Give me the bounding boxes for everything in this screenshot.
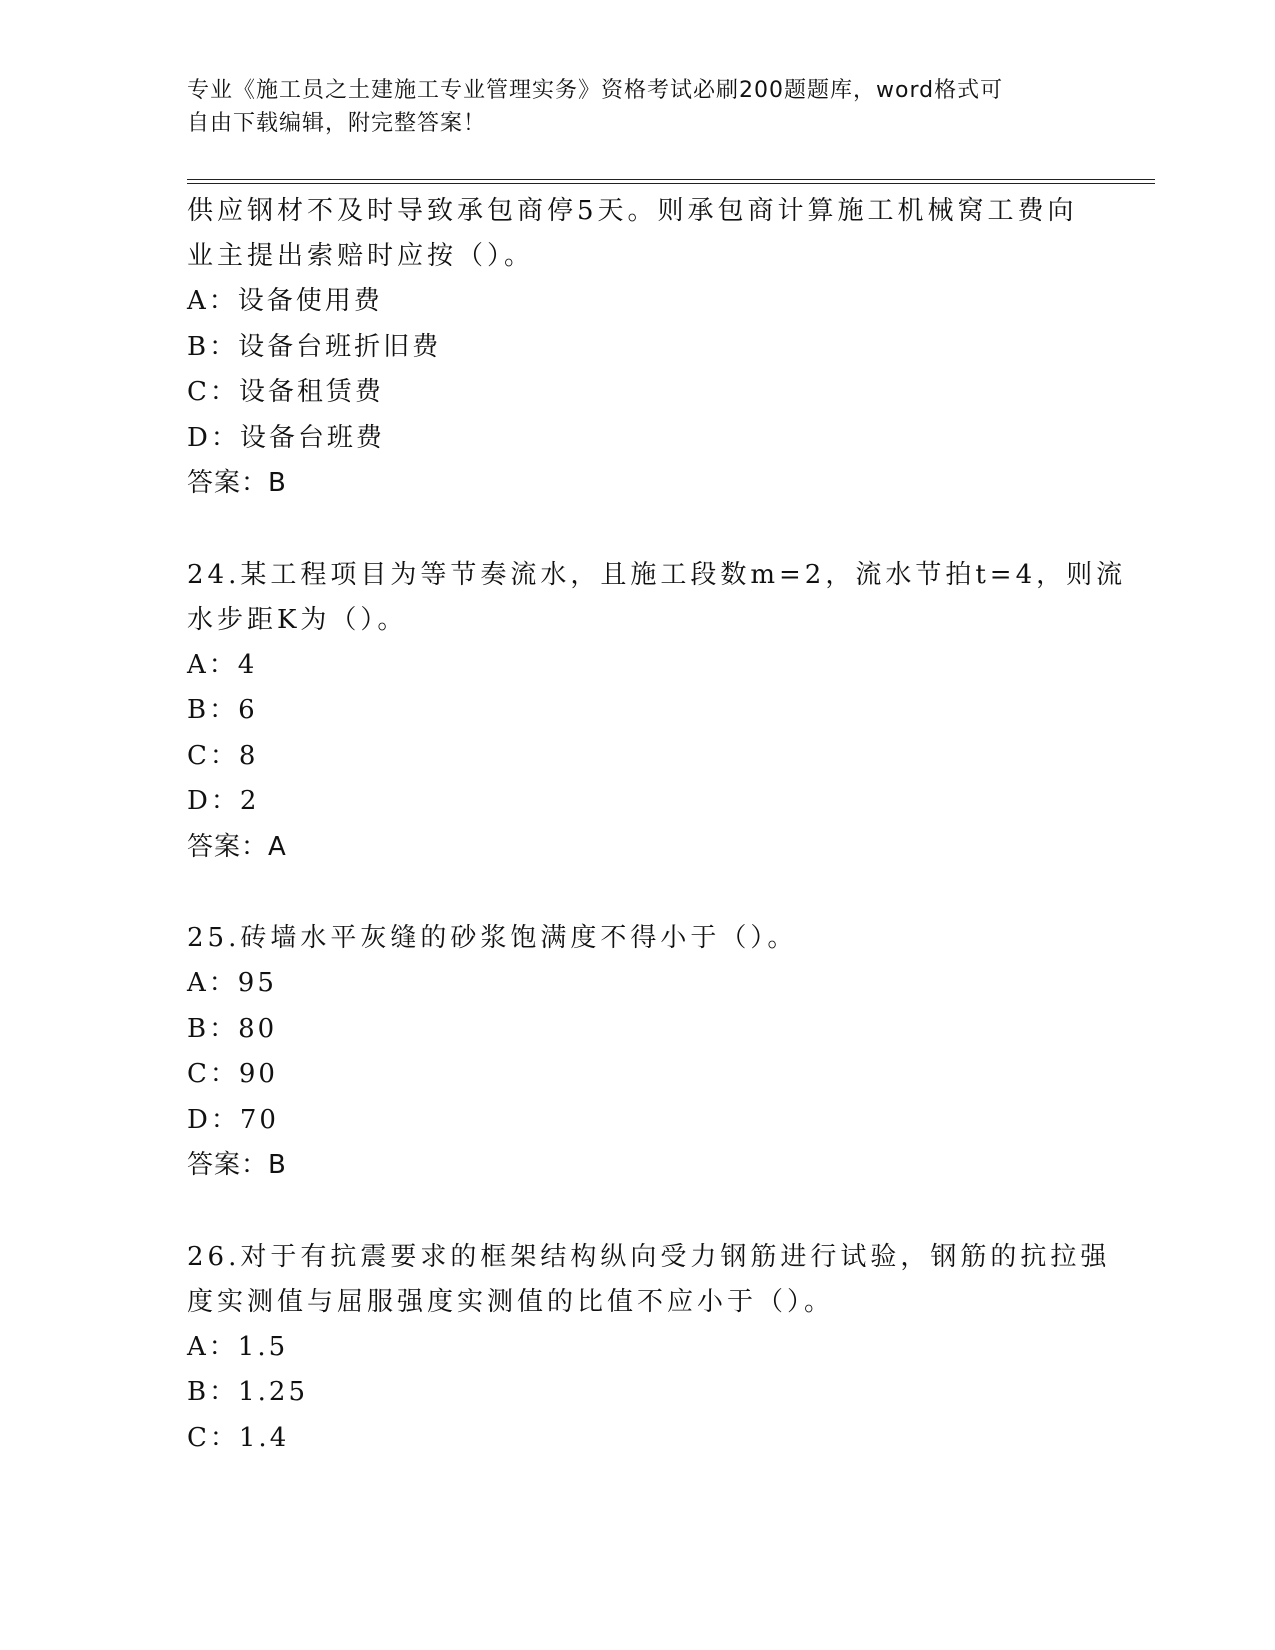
option-d: D：2 (187, 786, 260, 816)
document-header (187, 74, 1067, 140)
option-d: D：设备台班费 (187, 422, 385, 453)
question-stem-line: 供应钢材不及时导致承包商停5天。则承包商计算施工机械窝工费向 (187, 196, 1078, 226)
option-c: C：90 (187, 1059, 278, 1089)
option-b: B：6 (187, 695, 258, 725)
question-stem-line: 度实测值与屈服强度实测值的比值不应小于（）。 (187, 1286, 835, 1317)
option-a: A：设备使用费 (187, 286, 383, 316)
option-c: C：1.4 (187, 1422, 290, 1453)
question-block (187, 916, 1087, 1189)
question-stem-line: 业主提出索赔时应按（）。 (187, 241, 535, 271)
question-stem-line: 24.某工程项目为等节奏流水，且施工段数m=2，流水节拍t=4，则流 (187, 559, 1127, 590)
option-b: B：1.25 (187, 1377, 308, 1407)
question-stem-line: 26.对于有抗震要求的框架结构纵向受力钢筋进行试验，钢筋的抗拉强 (187, 1241, 1111, 1272)
header-line-1: 专业《施工员之土建施工专业管理实务》资格考试必刷200题题库，word格式可 (187, 78, 1004, 103)
question-stem-line: 25.砖墙水平灰缝的砂浆饱满度不得小于（）。 (187, 923, 798, 953)
option-b: B：80 (187, 1013, 278, 1044)
answer-line: 答案：B (187, 468, 287, 498)
option-a: A：4 (187, 649, 258, 680)
option-d: D：70 (187, 1104, 279, 1135)
option-a: A：95 (187, 968, 277, 998)
header-line-2: 自由下载编辑，附完整答案！ (187, 111, 487, 136)
question-block (187, 1235, 1111, 1462)
option-b: B：设备台班折旧费 (187, 331, 442, 362)
option-c: C：8 (187, 740, 259, 771)
answer-line: 答案：B (187, 1150, 287, 1180)
option-a: A：1.5 (187, 1331, 289, 1362)
option-c: C：设备租赁费 (187, 377, 384, 407)
question-block (187, 189, 1087, 507)
question-block (187, 553, 1127, 871)
answer-line: 答案：A (187, 831, 287, 862)
header-divider-top (187, 179, 1155, 180)
header-divider-bottom (187, 183, 1155, 184)
question-stem-line: 水步距K为（）。 (187, 604, 408, 635)
question-list (187, 189, 1127, 1461)
